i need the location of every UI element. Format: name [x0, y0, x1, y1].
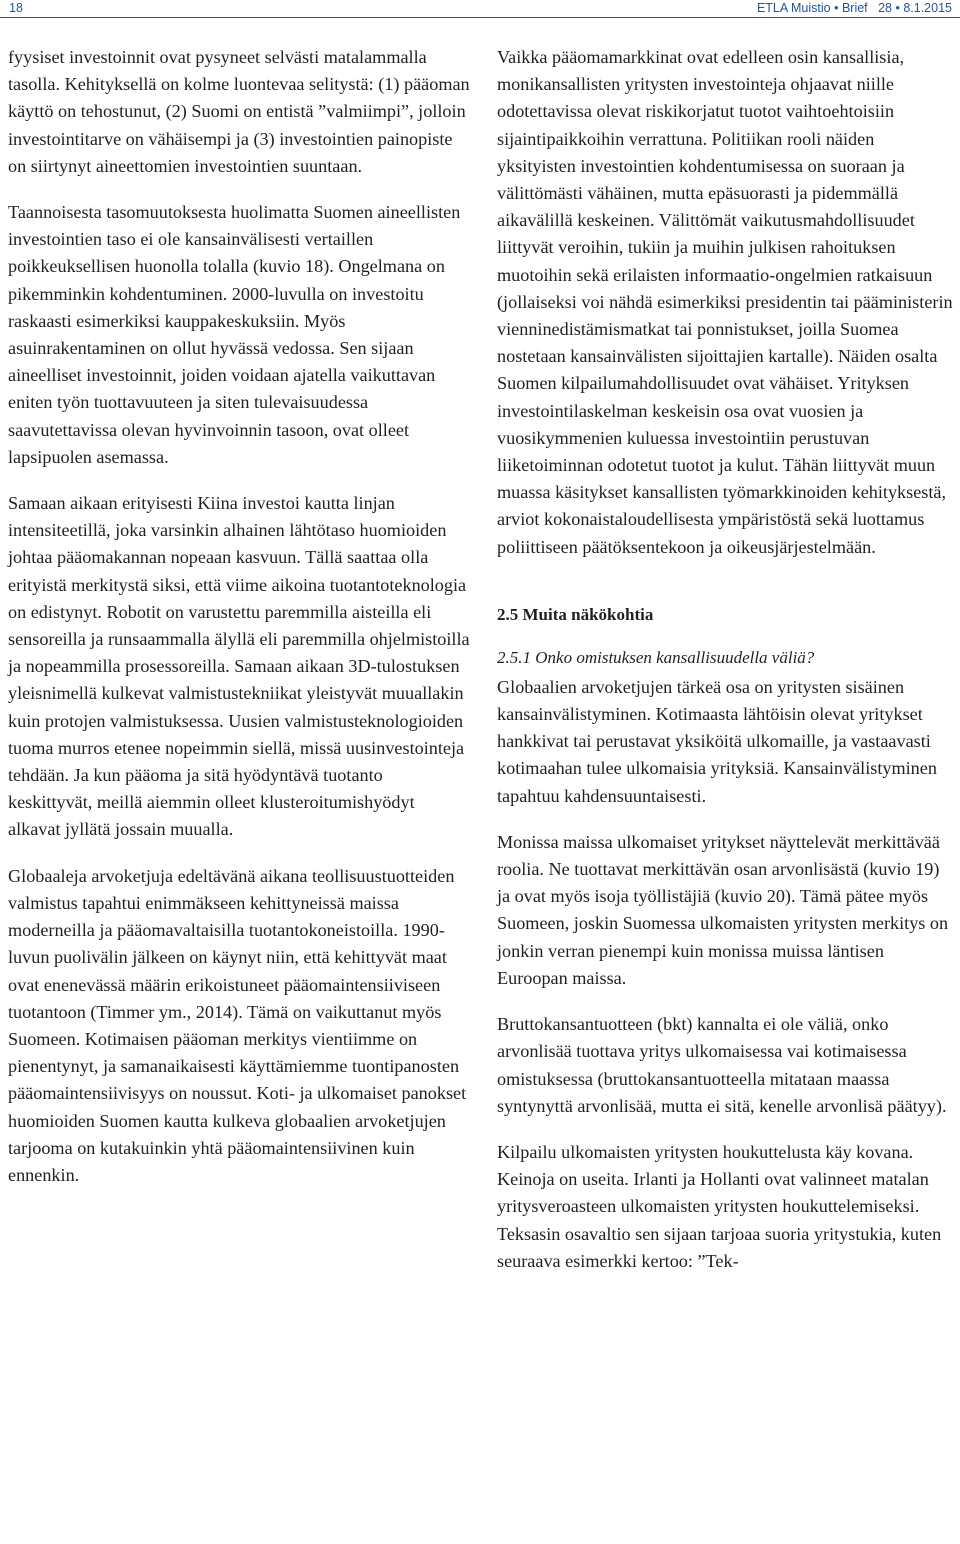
section-heading: 2.5 Muita näkökohtia — [497, 604, 654, 624]
publication-series: Brief — [841, 1, 868, 15]
page-number: 18 — [9, 1, 23, 15]
publication-name: ETLA Muistio — [756, 1, 831, 15]
body-paragraph: Bruttokansantuotteen (bkt) kannalta ei ole väliä, onko arvonlisää tuottava yritys ulkomaisessa vai kotimaisessa omistuksessa (bruttokansantuotteella mitataan maassa syntynyttä arvonlisää, mutta ei sitä, kenelle arvonlisä päätyy). — [497, 1014, 947, 1116]
publication-date: 8.1.2015 — [903, 1, 952, 15]
header-rule — [0, 17, 960, 18]
page-header — [0, 0, 960, 19]
issue-number: 28 — [878, 1, 892, 15]
left-column — [8, 44, 470, 1189]
body-paragraph: fyysiset investoinnit ovat pysyneet selvästi matalammalla tasolla. Kehityksellä on kolme luontevaa selitystä: (1) pääoman käyttö on tehostunut, (2) Suomi on entistä ”valmiimpi”, jolloin investointitarve on vähäisempi ja (3) investointien painopiste on siirtynyt aineettomien investointien suuntaan. — [8, 47, 470, 176]
body-paragraph: Monissa maissa ulkomaiset yritykset näyttelevät merkittävää roolia. Ne tuottavat merkittävän osan arvonlisästä (kuvio 19) ja ovat myös isoja työllistäjiä (kuvio 20). Tämä pätee myös Suomeen, joskin Suomessa ulkomaisten yritysten merkitys on jonkin verran pienempi kuin monissa muissa läntisen Euroopan maissa. — [497, 831, 949, 988]
body-paragraph: Kilpailu ulkomaisten yritysten houkuttelusta käy kovana. Keinoja on useita. Irlanti ja Hollanti ovat valinneet matalan yritysveroasteen ulkomaisten yritysten houkuttelemiseksi. Teksasin osavaltio sen sijaan tarjoaa suoria yritystukia, kuten seuraava esimerkki kertoo: ”Tek- — [497, 1141, 942, 1271]
body-paragraph: Samaan aikaan erityisesti Kiina investoi kautta linjan intensiteetillä, joka varsinkin alhainen lähtötaso huomioiden johtaa pääomakannan nopeaan kasvuun. Tällä saattaa olla erityistä merkitystä siksi, että viime aikoina tuotantoteknologia on edistynyt. Robotit on varustettu paremmilla aisteilla eli sensoreilla ja runsaammalla älyllä eli paremmilla ohjelmistoilla ja nopeammilla prosessoreilla. Samaan aikaan 3D-tulostuksen yleisnimellä kulkevat valmistustekniikat yleistyvät muuallakin kuin protojen valmistuksessa. Uusien valmistusteknologioiden tuoma murros etenee nopeimmin siellä, missä uusinvestointeja tehdään. Ja kun pääoma ja sitä hyödyntävä tuotanto keskittyvät, meillä aiemmin olleet klusteroitumishyödyt alkavat jyllätä jossain muualla. — [8, 493, 470, 840]
body-paragraph: Globaaleja arvoketjuja edeltävänä aikana teollisuustuotteiden valmistus tapahtui enimmäkseen kehittyneissä maissa moderneilla ja pääomavaltaisilla tuotantokoneistoilla. 1990-luvun puolivälin jälkeen on käynyt niin, että kehittyvät maat ovat enenevässä määrin erikoistuneet pääomaintensiiviseen tuotantoon (Timmer ym., 2014). Tämä on vaikuttanut myös Suomeen. Kotimaisen pääoman merkitys vientiimme on pienentynyt, ja samanaikaisesti käyttämiemme tuontipanosten pääomaintensiivisyys on noussut. Koti- ja ulkomaiset panokset huomioiden Suomen kautta kulkeva globaalien arvoketjujen tarjooma on kutakuinkin yhtä pääomaintensiivinen kuin ennenkin. — [8, 865, 467, 1185]
subsection-heading: 2.5.1 Onko omistuksen kansallisuudella väliä? — [497, 647, 815, 667]
right-column — [497, 44, 955, 1275]
body-paragraph: Vaikka pääomamarkkinat ovat edelleen osin kansallisia, monikansallisten yritysten investointeja ohjaavat niille odotettavissa olevat riskikorjatut tuotot vaihtoehtoisiin sijaintipaikkoihin verrattuna. Politiikan rooli näiden yksityisten investointien kohdentumisessa on suoraan ja välittömästi vähäinen, mutta epäsuorasti ja pidemmällä aikavälillä keskeinen. Välittömät vaikutusmahdollisuudet liittyvät veroihin, tukiin ja muihin julkisen rahoituksen muotoihin sekä erilaisten informaatio-ongelmien ratkaisuun (jollaiseksi voi nähdä esimerkiksi presidentin tai pääministerin vienninedistämismatkat tai ponnistukset, joilla Suomea nostetaan kansainvälisten sijoittajien kartalle). Näiden osalta Suomen kilpailumahdollisuudet ovat vähäiset. Yrityksen investointilaskelman keskeisin osa ovat vuosien ja vuosikymmenien kuluessa investointiin perustuvan liiketoiminnan odotetut tuotot ja kulut. Tähän liittyvät muun muassa käsitykset kansallisten työmarkkinoiden kehityksestä, arviot kokonaistaloudellisesta ympäristöstä sekä luottamus poliittiseen päätöksentekoon ja oikeusjärjestelmään. — [497, 47, 953, 557]
body-paragraph: Taannoisesta tasomuutoksesta huolimatta Suomen aineellisten investointien taso ei ole kansainvälisesti vertaillen poikkeuksellisen huonolla tolalla (kuvio 18). Ongelmana on pikemminkin kohdentuminen. 2000-luvulla on investoitu raskaasti esimerkiksi kauppakeskuksiin. Myös asuinrakentaminen on ollut hyvässä vedossa. Sen sijaan aineelliset investoinnit, joiden voidaan ajatella vaikuttavan eniten työn tuottavuuteen ja siten tulevaisuudessa saavutettavissa olevan hyvinvoinnin tasoon, ovat olleet lapsipuolen asemassa. — [8, 202, 461, 467]
separator-bullet: • — [895, 1, 900, 15]
separator-bullet: • — [834, 1, 839, 15]
body-paragraph: Globaalien arvoketjujen tärkeä osa on yritysten sisäinen kansainvälistyminen. Kotimaasta lähtöisin olevat yritykset hankkivat tai perustavat yksiköitä ulkomaille, ja vastaavasti kotimaahan tulee ulkomaisia yrityksiä. Kansainvälistyminen tapahtuu kahdensuuntaisesti. — [497, 676, 937, 806]
publication-info — [757, 1, 952, 15]
